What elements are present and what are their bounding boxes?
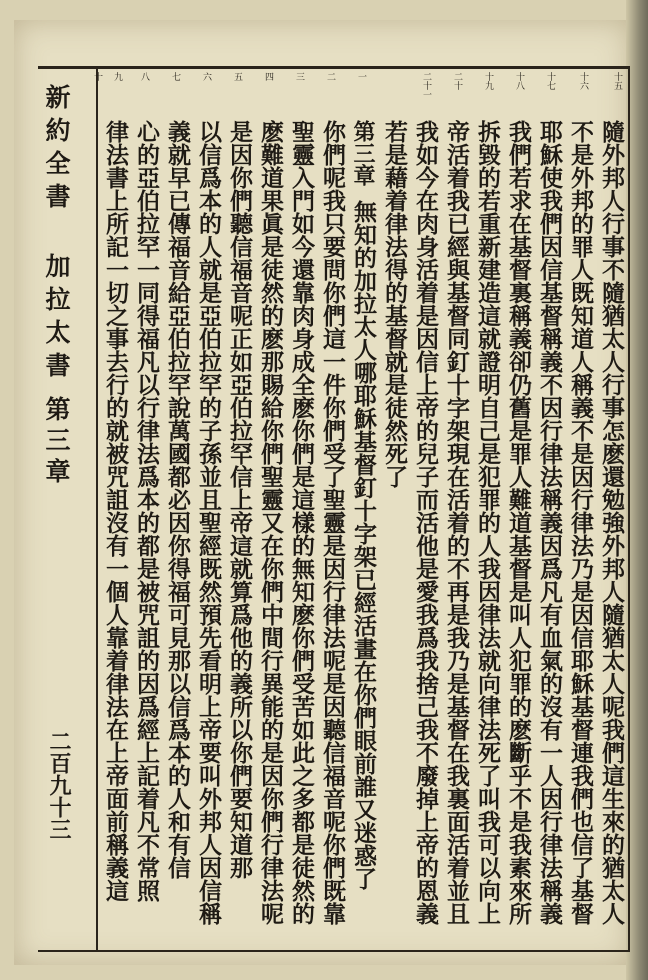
running-title: 新約全書 加拉太書: [42, 84, 71, 385]
verse-number: 二十: [452, 72, 462, 90]
text-column: 你們呢我只要問你們這一件你們受了聖靈是因行律法呢是因聽信福音呢你們既靠: [319, 120, 346, 925]
text-column: 帝活着我已經與基督同釘十字架現在活着的不再是我乃是基督在我裏面活着並且: [443, 120, 470, 925]
bottom-rule: [38, 950, 630, 952]
text-column: 律法書上所記一切之事去行的就被咒詛沒有一個人靠着律法在上帝面前稱義這: [102, 120, 129, 902]
verse-number: 二十一: [421, 72, 431, 99]
verse-number: 十七: [545, 72, 555, 90]
verse-number: 九: [112, 72, 122, 81]
verse-number: 十九: [483, 72, 493, 90]
verse-number: 十八: [514, 72, 524, 90]
chapter-heading: 第三章: [350, 120, 376, 186]
text-column: 若是藉着律法得的基督就是徒然死了: [381, 120, 408, 488]
verse-number: 二: [325, 72, 335, 81]
text-column: 義就早已傳福音給亞伯拉罕說萬國都必因你得福可見那以信爲本的人和有信: [164, 120, 191, 879]
verse-number: 三: [294, 72, 304, 81]
text-column: 聖靈入門如今還靠肉身成全麽你們是這樣的無知麽你們受苦如此之多都是徒然的: [288, 120, 315, 925]
verse-number: 十: [92, 72, 102, 81]
chapter-label: 第三章: [42, 396, 71, 489]
text-column: 是因你們聽信福音呢正如亞伯拉罕信上帝這就算爲他的義所以你們要知道那: [226, 120, 253, 879]
verse-number: 四: [263, 72, 273, 81]
verse-number: 八: [139, 72, 149, 81]
text-column: 不是外邦的罪人既知道人稱義不是因行律法乃是因信耶穌基督連我們也信了基督: [567, 120, 594, 925]
text-column: 以信爲本的人就是亞伯拉罕的子孫並且聖經既然預先看明上帝要叫外邦人因信稱: [195, 120, 222, 925]
text-column: 無知的加拉太人哪耶穌基督釘十字架已經活畫在你們眼前誰又迷惑了: [350, 200, 377, 890]
verse-number: 六: [201, 72, 211, 81]
verse-number: 十六: [578, 72, 588, 90]
text-column: 心的亞伯拉罕一同得福凡以行律法爲本的都是被咒詛的因爲經上記着凡不常照: [133, 120, 160, 902]
verse-number: 七: [170, 72, 180, 81]
text-column: 耶穌使我們因信基督稱義不因行律法稱義因爲凡有血氣的沒有一人因行律法稱義: [536, 120, 563, 925]
verse-number: 五: [232, 72, 242, 81]
text-column: 隨外邦人行事不隨猶太人行事怎麽還勉強外邦人隨猶太人呢我們這生來的猶太人: [598, 120, 625, 925]
verse-number: 十五: [612, 72, 622, 90]
text-column: 麽難道果眞是徒然的麽那賜給你們聖靈又在你們中間行異能的是因你們行律法呢: [257, 120, 284, 925]
text-column: 拆毀的若重新建造這就證明自己是犯罪的人我因律法就向律法死了叫我可以向上: [474, 120, 501, 925]
left-rule: [96, 66, 98, 952]
top-rule: [38, 66, 630, 69]
page-number: 二百九十三: [46, 730, 72, 840]
text-column: 我如今在肉身活着是因信上帝的兒子而活他是愛我爲我捨己我不廢掉上帝的恩義: [412, 120, 439, 925]
verse-number: 一: [356, 72, 366, 81]
text-column: 我們若求在基督裏稱義卻仍舊是罪人難道基督是叫人犯罪的麽斷乎不是我素來所: [505, 120, 532, 925]
right-rule: [628, 66, 630, 952]
